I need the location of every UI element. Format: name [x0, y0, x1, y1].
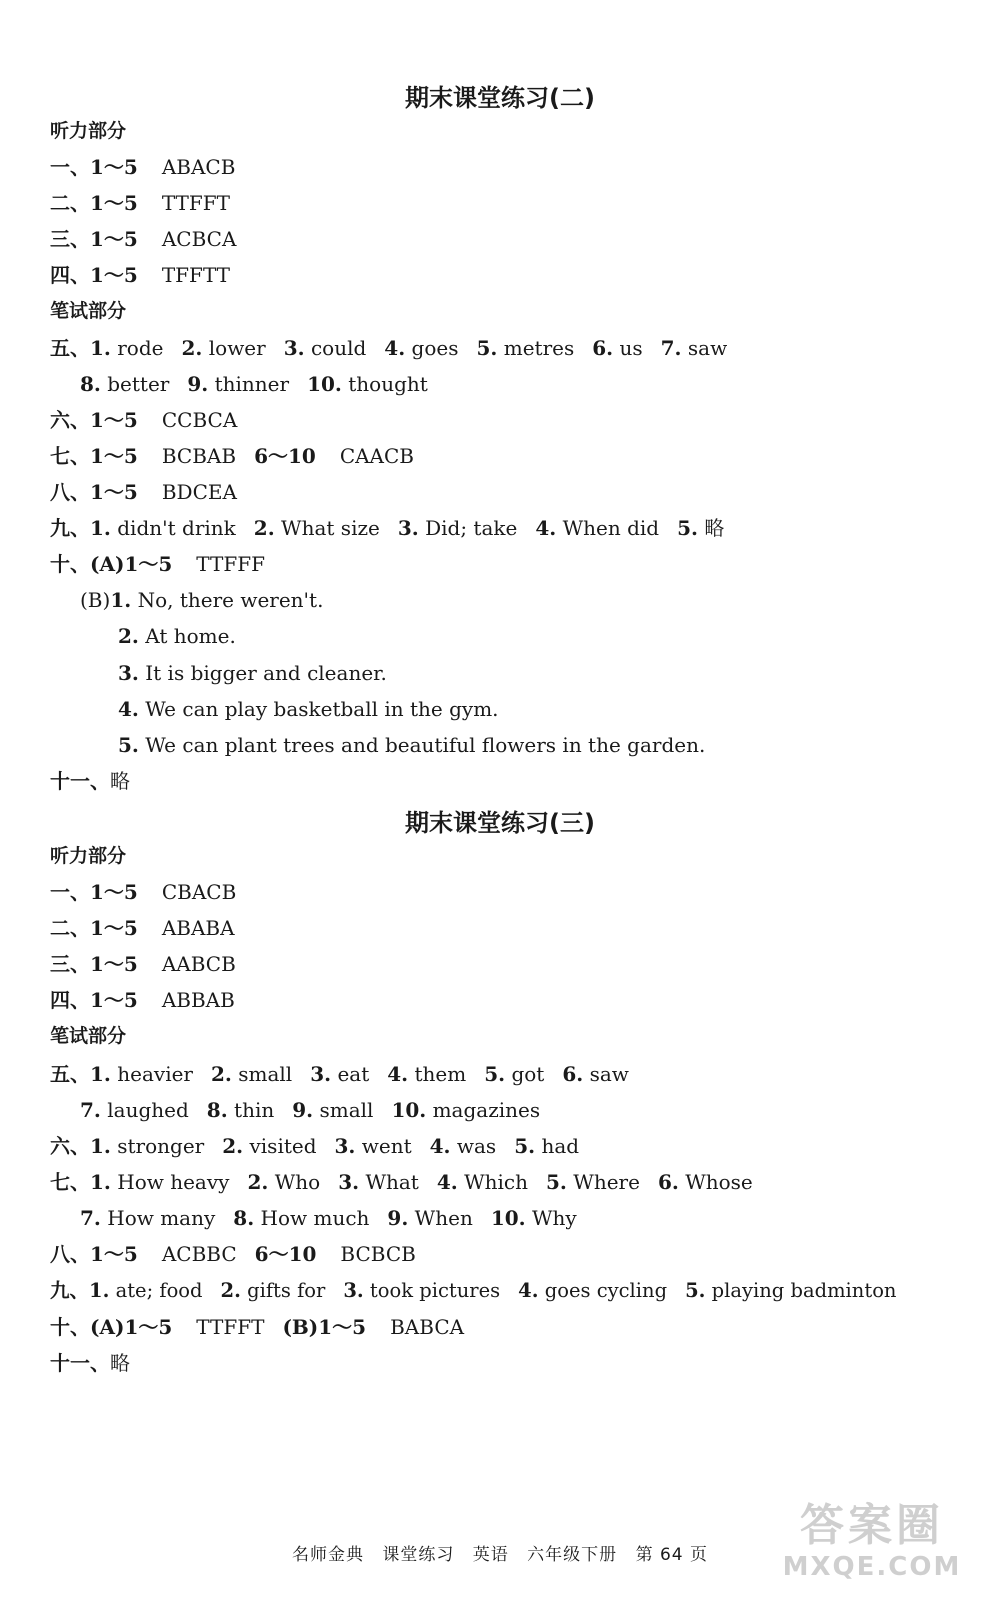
- item-number: 5.: [514, 1134, 536, 1158]
- answer-row: [50, 767, 130, 795]
- item-number: 2.: [118, 624, 139, 648]
- item-number: 2.: [210, 1062, 232, 1086]
- item-number: 3.: [334, 1134, 356, 1158]
- answer-row: [50, 1060, 629, 1088]
- question-label: 九、: [50, 1279, 90, 1302]
- answer-text: It is bigger and cleaner.: [145, 661, 387, 685]
- footer-page-number: 第 64 页: [635, 1545, 709, 1565]
- question-label: 七、1～5: [50, 444, 138, 468]
- answer-text: rode: [117, 336, 164, 360]
- question-label: 6～10: [254, 1242, 317, 1266]
- answer-text: When: [414, 1206, 473, 1230]
- answer-row: [50, 261, 230, 289]
- item-number: 3.: [338, 1170, 360, 1194]
- question-label: 四、1～5: [50, 263, 138, 287]
- item-number: 3.: [118, 661, 139, 685]
- answer-text: When did: [562, 516, 660, 540]
- item-number: 5.: [118, 733, 139, 757]
- answer-text: How heavy: [117, 1170, 230, 1194]
- item-number: 10.: [391, 1098, 427, 1122]
- watermark-title: 答案圈: [800, 1500, 944, 1551]
- answer-row: [118, 695, 499, 723]
- answer-row: [50, 1349, 130, 1377]
- answer-text: Whose: [685, 1170, 753, 1194]
- item-number: 7.: [660, 336, 682, 360]
- answer-row: [50, 189, 230, 217]
- answer-row: [50, 1277, 897, 1305]
- item-number: 1.: [90, 336, 111, 360]
- item-number: 2.: [181, 336, 203, 360]
- answer-text: stronger: [117, 1134, 205, 1158]
- item-number: 1.: [90, 516, 111, 540]
- answer-row: [50, 153, 235, 181]
- question-label: 六、: [50, 1134, 90, 1158]
- question-label: 三、1～5: [50, 227, 138, 251]
- item-number: 1.: [110, 588, 132, 612]
- question-label: (B)1～5: [282, 1315, 367, 1339]
- watermark-url: MXQE.COM: [782, 1552, 962, 1582]
- answer-row: [80, 586, 323, 614]
- answer-text: Did; take: [425, 516, 518, 540]
- item-number: 9.: [187, 372, 209, 396]
- item-number: 5.: [476, 336, 498, 360]
- question-label: 二、1～5: [50, 916, 138, 940]
- answer-text: ACBBC: [161, 1242, 237, 1266]
- answer-text: What size: [281, 516, 380, 540]
- answer-text: CAACB: [339, 444, 415, 468]
- answer-text: ABABA: [161, 916, 235, 940]
- answer-text: We can plant trees and beautiful flowers in the garden.: [145, 733, 706, 757]
- answer-text: was: [456, 1134, 497, 1158]
- answer-text: laughed: [107, 1098, 189, 1122]
- item-number: 10.: [307, 372, 342, 396]
- item-number: 10.: [490, 1206, 526, 1230]
- answer-text: ate; food: [115, 1279, 203, 1302]
- answer-text: 略: [704, 516, 725, 540]
- item-number: 6.: [657, 1170, 679, 1194]
- question-label: 一、1～5: [50, 880, 138, 904]
- answer-row: [50, 950, 236, 978]
- answer-text: didn't drink: [117, 516, 236, 540]
- question-label: (B): [80, 588, 111, 612]
- item-number: 2.: [222, 1134, 244, 1158]
- answer-text: went: [361, 1134, 412, 1158]
- item-number: 4.: [518, 1279, 539, 1302]
- answer-text: goes: [411, 336, 459, 360]
- section-title: 期末课堂练习(三): [405, 809, 595, 837]
- question-label: 八、1～5: [50, 480, 138, 504]
- answer-text: gifts for: [247, 1279, 326, 1302]
- answer-text: TTFFT: [161, 191, 230, 215]
- answer-text: CCBCA: [161, 408, 238, 432]
- item-number: 7.: [80, 1206, 101, 1230]
- footer-series: 课堂练习: [382, 1545, 455, 1565]
- item-number: 4.: [436, 1170, 458, 1194]
- answer-text: visited: [249, 1134, 317, 1158]
- question-label: 十、(A)1～5: [50, 552, 173, 576]
- answer-text: could: [310, 336, 367, 360]
- answer-row: [80, 1096, 540, 1124]
- answer-row: [118, 659, 387, 687]
- question-label: 二、1～5: [50, 191, 138, 215]
- answer-text: TTFFF: [196, 552, 265, 576]
- section-title: 期末课堂练习(二): [405, 84, 595, 112]
- answer-text: had: [541, 1134, 580, 1158]
- item-number: 3.: [343, 1279, 364, 1302]
- answer-row: [118, 622, 236, 650]
- answer-text: AABCB: [161, 952, 236, 976]
- answer-row: [80, 370, 428, 398]
- answer-text: playing badminton: [711, 1279, 897, 1302]
- answer-text: saw: [589, 1062, 629, 1086]
- footer-brand: 名师金典: [291, 1545, 364, 1565]
- answer-text: BCBCB: [340, 1242, 416, 1266]
- item-number: 5.: [546, 1170, 567, 1194]
- answer-text: thought: [348, 372, 428, 396]
- answer-text: better: [107, 372, 170, 396]
- item-number: 4.: [384, 336, 406, 360]
- answer-text: got: [511, 1062, 545, 1086]
- answer-text: small: [238, 1062, 293, 1086]
- item-number: 4.: [535, 516, 557, 540]
- question-label: 七、: [50, 1170, 90, 1194]
- item-number: 7.: [80, 1098, 101, 1122]
- item-number: 1.: [90, 1062, 111, 1086]
- answer-text: eat: [337, 1062, 370, 1086]
- question-label: 一、1～5: [50, 155, 138, 179]
- answer-text: them: [414, 1062, 467, 1086]
- answer-text: TFFTT: [161, 263, 230, 287]
- answer-text: us: [619, 336, 643, 360]
- answer-row: [50, 1132, 579, 1160]
- answer-text: 略: [110, 1351, 130, 1375]
- answer-row: [50, 986, 235, 1014]
- answer-row: [50, 514, 724, 542]
- question-label: 三、1～5: [50, 952, 138, 976]
- answer-row: [50, 225, 236, 253]
- answer-text: took pictures: [369, 1279, 501, 1302]
- answer-text: We can play basketball in the gym.: [145, 697, 499, 721]
- answer-text: metres: [503, 336, 575, 360]
- answer-text: 略: [110, 769, 130, 793]
- answer-text: thin: [234, 1098, 275, 1122]
- item-number: 5.: [685, 1279, 706, 1302]
- answer-text: thinner: [214, 372, 290, 396]
- answer-text: Why: [531, 1206, 577, 1230]
- answer-row: [118, 731, 705, 759]
- written-heading: 笔试部分: [50, 300, 127, 322]
- question-label: 五、: [50, 336, 90, 360]
- listening-heading: 听力部分: [50, 120, 127, 142]
- answer-text: No, there weren't.: [137, 588, 324, 612]
- answer-row: [50, 478, 237, 506]
- item-number: 4.: [429, 1134, 451, 1158]
- answer-text: magazines: [432, 1098, 541, 1122]
- item-number: 3.: [397, 516, 419, 540]
- answer-text: ACBCA: [161, 227, 237, 251]
- answer-text: BABCA: [390, 1315, 465, 1339]
- answer-text: How many: [107, 1206, 216, 1230]
- answer-text: BCBAB: [161, 444, 237, 468]
- answer-row: [50, 550, 265, 578]
- footer-subject: 英语: [472, 1545, 509, 1565]
- answer-text: saw: [687, 336, 728, 360]
- item-number: 1.: [90, 1134, 111, 1158]
- question-label: 九、: [50, 516, 90, 540]
- answer-row: [50, 1240, 416, 1268]
- written-heading: 笔试部分: [50, 1025, 127, 1047]
- answer-text: CBACB: [161, 880, 237, 904]
- answer-row: [50, 442, 414, 470]
- question-label: 6～10: [254, 444, 316, 468]
- answer-text: small: [319, 1098, 374, 1122]
- answer-text: BDCEA: [161, 480, 237, 504]
- answer-text: Who: [274, 1170, 321, 1194]
- item-number: 9.: [292, 1098, 314, 1122]
- item-number: 5.: [677, 516, 698, 540]
- answer-text: How much: [260, 1206, 370, 1230]
- answer-row: [50, 406, 237, 434]
- answer-row: [50, 1313, 464, 1341]
- item-number: 6.: [562, 1062, 584, 1086]
- item-number: 3.: [283, 336, 305, 360]
- answer-text: Which: [464, 1170, 529, 1194]
- item-number: 5.: [484, 1062, 506, 1086]
- question-label: 四、1～5: [50, 988, 138, 1012]
- listening-heading: 听力部分: [50, 845, 127, 867]
- answer-text: ABACB: [161, 155, 236, 179]
- question-label: 十、(A)1～5: [50, 1315, 173, 1339]
- item-number: 8.: [206, 1098, 228, 1122]
- question-label: 八、1～5: [50, 1242, 138, 1266]
- item-number: 1.: [89, 1279, 110, 1302]
- footer-grade: 六年级下册: [527, 1545, 618, 1565]
- answer-row: [50, 914, 235, 942]
- answer-text: ABBAB: [161, 988, 235, 1012]
- answer-row: [50, 878, 236, 906]
- item-number: 2.: [220, 1279, 241, 1302]
- answer-text: At home.: [145, 624, 236, 648]
- answer-text: goes cycling: [544, 1279, 668, 1302]
- question-label: 十一、: [50, 769, 110, 793]
- item-number: 8.: [233, 1206, 255, 1230]
- answer-row: [50, 1168, 753, 1196]
- question-label: 五、: [50, 1062, 90, 1086]
- item-number: 8.: [80, 372, 101, 396]
- answer-row: [50, 334, 727, 362]
- question-label: 十一、: [50, 1351, 110, 1375]
- item-number: 2.: [247, 1170, 269, 1194]
- answer-text: heavier: [117, 1062, 193, 1086]
- answer-text: Where: [573, 1170, 640, 1194]
- answer-text: TTFFT: [196, 1315, 265, 1339]
- item-number: 6.: [592, 336, 614, 360]
- question-label: 六、1～5: [50, 408, 138, 432]
- item-number: 4.: [387, 1062, 409, 1086]
- answer-row: [80, 1204, 577, 1232]
- answer-text: What: [365, 1170, 419, 1194]
- item-number: 4.: [118, 697, 139, 721]
- item-number: 2.: [253, 516, 275, 540]
- watermark-logo: [762, 1500, 982, 1600]
- item-number: 3.: [310, 1062, 332, 1086]
- answer-text: lower: [208, 336, 266, 360]
- item-number: 1.: [90, 1170, 111, 1194]
- item-number: 9.: [387, 1206, 409, 1230]
